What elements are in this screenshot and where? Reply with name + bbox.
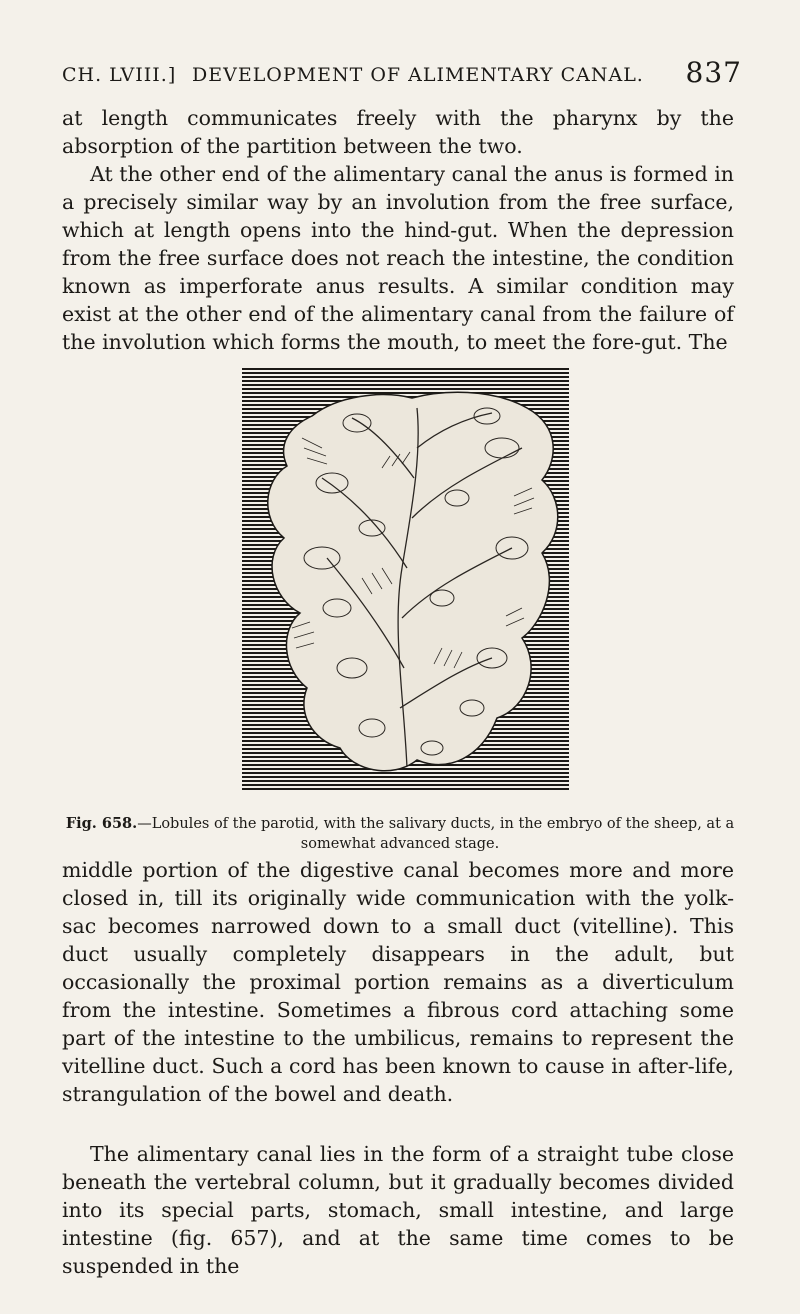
chapter-marker: CH. LVIII.] <box>62 64 177 86</box>
paragraph-2: At the other end of the alimentary canal the anus is formed in a precisely similar way by an involution from the free surface, which at length opens into the hind-gut. When the depression from the free surface does not reach the intestine, the condition known as imperforate anus results. A similar condition may exist at the other end of the alimentary canal from the failure of the involution which forms the mouth, to meet the fore-gut. The <box>62 162 734 354</box>
running-head <box>62 56 742 90</box>
figure-caption-text: —Lobules of the parotid, with the salivary ducts, in the embryo of the sheep, at a somewhat advanced stage. <box>137 816 735 852</box>
figure-caption <box>62 814 738 854</box>
figure-label: Fig. 658. <box>65 815 138 832</box>
page-title: DEVELOPMENT OF ALIMENTARY CANAL. <box>192 64 644 86</box>
figure-illustration <box>242 368 569 790</box>
paragraph-4: The alimentary canal lies in the form of a straight tube close beneath the vertebral column, but it gradually becomes divided into its special parts, stomach, small intestine, and large intestine (fig. 657), and at the same time comes to be suspended in the <box>62 1142 734 1278</box>
parotid-lobules-engraving <box>242 368 569 790</box>
paragraph-3: middle portion of the digestive canal becomes more and more closed in, till its originally wide communication with the yolk-sac becomes narrowed down to a small duct (vitelline). This duct usually completely disappears in the adult, but occasionally the proximal portion remains as a diverticulum from the intestine. Sometimes a fibrous cord attaching some part of the intestine to the umbilicus, remains to represent the vitelline duct. Such a cord has been known to cause in after-life, strangulation of the bowel and death. <box>62 858 734 1106</box>
page-number: 837 <box>685 56 742 89</box>
paragraph-1: at length communicates freely with the pharynx by the absorption of the partition between the two. <box>62 106 734 158</box>
